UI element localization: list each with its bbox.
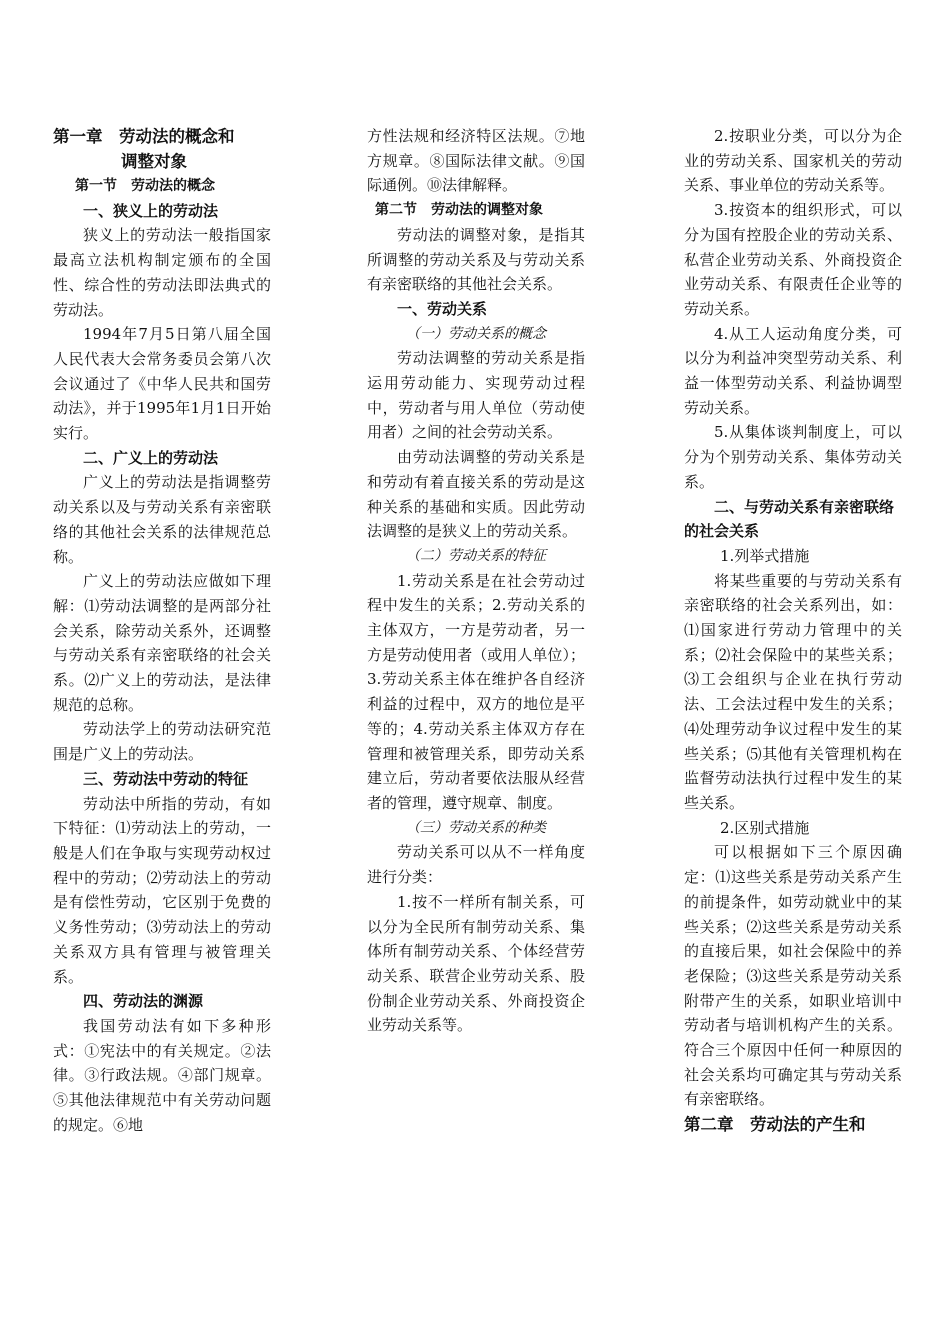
paragraph: 将某些重要的与劳动关系有亲密联络的社会关系列出，如：⑴国家进行劳动力管理中的关系；⑵社会保险中的某些关系；⑶工会组织与企业在执行劳动法、工会法过程中发生的关系；⑷处理劳动争议过程中发生的某些关系；⑸其他有关管理机构在监督劳动法执行过程中发生的某些关系。 xyxy=(684,571,902,812)
paragraph: 2.按职业分类，可以分为企业的劳动关系、国家机关的劳动关系、事业单位的劳动关系等。 xyxy=(684,127,902,195)
heading-related-social-relations: 二、与劳动关系有亲密联络的社会关系 xyxy=(684,497,895,541)
subheading-features: （二）劳动关系的特征 xyxy=(406,547,546,564)
chapter-2-title: 第二章 劳动法的产生和 xyxy=(684,1115,866,1135)
item-enumeration-method: 1.列举式措施 xyxy=(720,546,810,565)
paragraph: 5.从集体谈判制度上，可以分为个别劳动关系、集体劳动关系。 xyxy=(684,423,902,491)
chapter-1-title-line2: 调整对象 xyxy=(121,152,187,171)
paragraph: 狭义上的劳动法一般指国家最高立法机构制定颁布的全国性、综合性的劳动法即法典式的劳动法。 xyxy=(53,226,271,319)
paragraph: 劳动法调整的劳动关系是指运用劳动能力、实现劳动过程中，劳动者与用人单位（劳动使用者）之间的社会劳动关系。 xyxy=(367,349,585,442)
paragraph: 可以根据如下三个原因确定：⑴这些关系是劳动关系产生的前提条件，如劳动就业中的某些关系；⑵这些关系是劳动关系的直接后果，如社会保险中的养老保险；⑶这些关系是劳动关系附带产生的关系，如职业培训中劳动者与培训机构产生的关系。符合三个原因中任何一种原因的社会关系均可确定其与劳动关系有亲密联络。 xyxy=(684,843,902,1109)
paragraph: 3.按资本的组织形式，可以分为国有控股企业的劳动关系、私营企业劳动关系、外商投资企业劳动关系、有限责任企业等的劳动关系。 xyxy=(684,201,902,318)
column-3 xyxy=(684,124,902,1137)
heading-broad-labor-law: 二、广义上的劳动法 xyxy=(83,448,219,467)
paragraph: 1.劳动关系是在社会劳动过程中发生的关系；2.劳动关系的主体双方，一方是劳动者，另一方是劳动使用者（或用人单位）；3.劳动关系主体在维护各自经济利益的过程中，双方的地位是平等的；4.劳动关系主体双方存在管理和被管理关系，即劳动关系建立后，劳动者要依法服从经营者的管理，遵守规章、制度。 xyxy=(367,571,585,812)
paragraph: 劳动法中所指的劳动，有如下特征：⑴劳动法上的劳动，一般是人们在争取与实现劳动权过程中的劳动；⑵劳动法上的劳动是有偿性劳动，它区别于免费的义务性劳动；⑶劳动法上的劳动关系双方具有管理与被管理关系。 xyxy=(53,794,271,986)
section-2-title: 第二节 劳动法的调整对象 xyxy=(375,202,543,219)
paragraph: 由劳动法调整的劳动关系是和劳动有着直接关系的劳动是这种关系的基础和实质。因此劳动法调整的是狭义上的劳动关系。 xyxy=(367,448,585,541)
paragraph: 1994年7月5日第八届全国人民代表大会常务委员会第八次会议通过了《中华人民共和国劳动法》，并于1995年1月1日开始实行。 xyxy=(53,325,271,443)
paragraph: 广义上的劳动法应做如下理解：⑴劳动法调整的是两部分社会关系，除劳动关系外，还调整与劳动关系有亲密联络的社会关系。⑵广义上的劳动法，是法律规范的总称。 xyxy=(53,572,271,714)
heading-narrow-labor-law: 一、狭义上的劳动法 xyxy=(83,201,219,220)
paragraph: 劳动法的调整对象，是指其所调整的劳动关系及与劳动关系有亲密联络的其他社会关系。 xyxy=(367,225,585,294)
heading-labor-law-sources: 四、劳动法的渊源 xyxy=(83,992,204,1011)
section-1-title: 第一节 劳动法的概念 xyxy=(75,178,215,194)
paragraph: 劳动关系可以从不一样角度进行分类： xyxy=(367,843,585,887)
column-2 xyxy=(367,124,585,1038)
paragraph: 广义上的劳动法是指调整劳动关系以及与劳动关系有亲密联络的其他社会关系的法律规范总称。 xyxy=(53,473,271,566)
heading-labor-features: 三、劳动法中劳动的特征 xyxy=(83,769,249,788)
column-1 xyxy=(53,124,271,1137)
paragraph-continued: 方性法规和经济特区法规。⑦地方规章。⑧国际法律文献。⑨国际通例。⑩法律解释。 xyxy=(367,127,585,195)
chapter-1-title xyxy=(53,124,271,174)
heading-labor-relations: 一、劳动关系 xyxy=(397,299,488,318)
item-distinction-method: 2.区别式措施 xyxy=(720,818,810,837)
paragraph: 我国劳动法有如下多种形式：①宪法中的有关规定。②法律。③行政法规。④部门规章。⑤其他法律规范中有关劳动问题的规定。⑥地 xyxy=(53,1016,271,1134)
chapter-1-title-line1: 第一章 劳动法的概念和 xyxy=(53,127,235,146)
subheading-concept: （一）劳动关系的概念 xyxy=(406,325,546,342)
paragraph: 劳动法学上的劳动法研究范围是广义上的劳动法。 xyxy=(53,720,271,764)
paragraph: 1.按不一样所有制关系，可以分为全民所有制劳动关系、集体所有制劳动关系、个体经营劳动关系、联营企业劳动关系、股份制企业劳动关系、外商投资企业劳动关系等。 xyxy=(367,892,585,1035)
paragraph: 4.从工人运动角度分类，可以分为利益冲突型劳动关系、利益一体型劳动关系、利益协调型劳动关系。 xyxy=(684,324,902,417)
subheading-types: （三）劳动关系的种类 xyxy=(406,819,546,836)
